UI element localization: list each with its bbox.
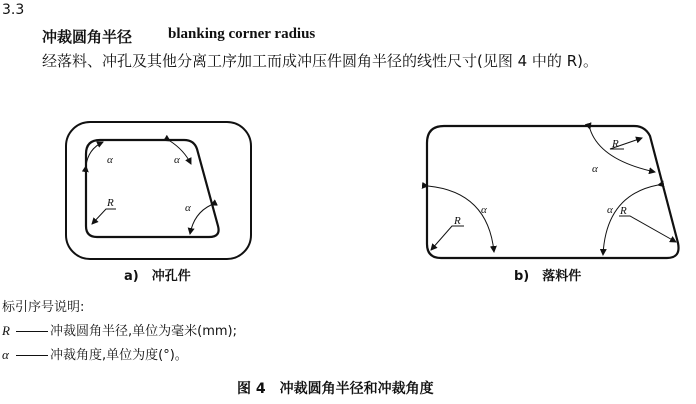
figure-title: 图 4 冲裁圆角半径和冲裁角度 — [237, 381, 434, 397]
radius-leader-left — [431, 226, 464, 250]
subfigure-caption-a: a) 冲孔件 — [124, 269, 191, 284]
alpha-symbol: α — [607, 204, 613, 216]
radius-leader-bottom-right — [619, 216, 676, 242]
subfigure-caption-b: b) 落料件 — [514, 269, 582, 284]
key-symbol: α — [2, 347, 9, 362]
key-item-r — [2, 320, 237, 339]
punched-part-drawing — [66, 122, 251, 259]
radius-symbol: R — [612, 138, 619, 150]
key-title: 标引序号说明: — [2, 300, 85, 315]
key-symbol: R — [2, 323, 10, 338]
radius-symbol: R — [620, 205, 627, 217]
clause-number: 3.3 — [2, 2, 25, 18]
alpha-symbol: α — [107, 154, 113, 166]
term-definition: 经落料、冲孔及其他分离工序加工而成冲压件圆角半径的线性尺寸(见图 4 中的 R)。 — [42, 52, 598, 70]
key-item-alpha — [2, 344, 188, 363]
alpha-symbol: α — [185, 202, 191, 214]
alpha-symbol: α — [481, 204, 487, 216]
key-dash — [16, 355, 48, 356]
alpha-symbol: α — [174, 154, 180, 166]
key-text: 冲裁角度,单位为度(°)。 — [50, 348, 188, 363]
term-chinese: 冲裁圆角半径 — [42, 28, 133, 46]
key-dash — [16, 331, 48, 332]
radius-symbol: R — [454, 215, 461, 227]
key-text: 冲裁圆角半径,单位为毫米(mm); — [50, 324, 237, 339]
angle-arc-top-right — [590, 129, 655, 172]
sheet-outline — [66, 122, 251, 259]
blank-outline — [427, 126, 679, 258]
term-english: blanking corner radius — [168, 26, 316, 42]
angle-arc-bottom-right — [190, 205, 211, 234]
angle-arc-bottom-right — [603, 185, 658, 255]
radius-leader — [92, 209, 116, 224]
alpha-symbol: α — [592, 163, 598, 175]
radius-symbol: R — [107, 197, 114, 209]
punched-hole-outline — [86, 140, 219, 237]
blanked-part-drawing — [427, 126, 679, 258]
